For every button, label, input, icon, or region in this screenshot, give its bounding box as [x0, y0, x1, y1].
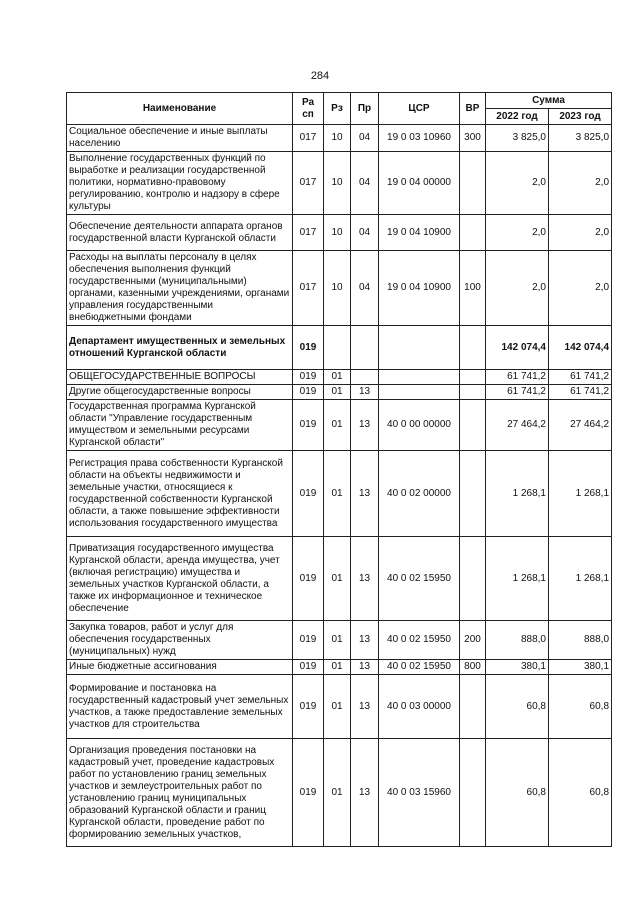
- row-sum-2023: 27 464,2: [549, 400, 612, 451]
- row-rz: 01: [324, 621, 351, 660]
- row-rasp: 019: [293, 451, 324, 537]
- row-name: Расходы на выплаты персоналу в целях обеспечения выполнения функций государственными (муниципальными) органами, казенными учреждениями, органами управления государственными внебюджетными фондами: [67, 251, 293, 326]
- row-sum-2022: 888,0: [486, 621, 549, 660]
- row-vr: 800: [460, 660, 486, 675]
- row-name: Закупка товаров, работ и услуг для обеспечения государственных (муниципальных) нужд: [67, 621, 293, 660]
- row-sum-2023: 142 074,4: [549, 326, 612, 370]
- row-vr: 200: [460, 621, 486, 660]
- row-csr: 19 0 04 10900: [379, 251, 460, 326]
- header-sum: Сумма: [486, 93, 612, 109]
- row-pr: 13: [351, 400, 379, 451]
- row-csr: 19 0 04 10900: [379, 215, 460, 251]
- row-sum-2023: 3 825,0: [549, 125, 612, 152]
- row-rz: 01: [324, 660, 351, 675]
- row-rz: 01: [324, 675, 351, 739]
- row-vr: [460, 451, 486, 537]
- row-sum-2022: 142 074,4: [486, 326, 549, 370]
- row-pr: 04: [351, 125, 379, 152]
- row-name: Формирование и постановка на государственный кадастровый учет земельных участков, а также предоставление земельных участков для строительства: [67, 675, 293, 739]
- row-pr: 04: [351, 251, 379, 326]
- row-sum-2023: 2,0: [549, 215, 612, 251]
- row-vr: [460, 326, 486, 370]
- header-csr: ЦСР: [379, 93, 460, 125]
- row-rz: 10: [324, 215, 351, 251]
- table-row: [67, 739, 612, 847]
- row-name: Социальное обеспечение и иные выплаты населению: [67, 125, 293, 152]
- row-name: Государственная программа Курганской области "Управление государственным имуществом и земельными ресурсами Курганской области": [67, 400, 293, 451]
- row-sum-2023: 2,0: [549, 152, 612, 215]
- row-sum-2023: 888,0: [549, 621, 612, 660]
- row-sum-2022: 2,0: [486, 215, 549, 251]
- row-rz: 01: [324, 370, 351, 385]
- budget-table: [66, 92, 612, 847]
- table-row: [67, 125, 612, 152]
- row-vr: [460, 739, 486, 847]
- table-row: [67, 215, 612, 251]
- row-pr: 13: [351, 675, 379, 739]
- row-rz: [324, 326, 351, 370]
- row-rz: 10: [324, 251, 351, 326]
- row-vr: [460, 370, 486, 385]
- row-csr: 40 0 00 00000: [379, 400, 460, 451]
- row-rz: 10: [324, 125, 351, 152]
- row-sum-2022: 2,0: [486, 152, 549, 215]
- row-sum-2022: 1 268,1: [486, 537, 549, 621]
- row-rasp: 019: [293, 400, 324, 451]
- row-pr: 04: [351, 152, 379, 215]
- table-row: [67, 621, 612, 660]
- row-vr: 300: [460, 125, 486, 152]
- row-csr: [379, 385, 460, 400]
- row-sum-2022: 61 741,2: [486, 370, 549, 385]
- row-sum-2023: 1 268,1: [549, 537, 612, 621]
- table-row: [67, 251, 612, 326]
- row-vr: [460, 152, 486, 215]
- page-number: 284: [310, 70, 330, 82]
- header-2023: 2023 год: [549, 109, 612, 125]
- row-name: Другие общегосударственные вопросы: [67, 385, 293, 400]
- row-pr: 13: [351, 537, 379, 621]
- row-sum-2022: 2,0: [486, 251, 549, 326]
- row-sum-2023: 2,0: [549, 251, 612, 326]
- row-sum-2022: 60,8: [486, 675, 549, 739]
- row-rasp: 019: [293, 537, 324, 621]
- row-rz: 10: [324, 152, 351, 215]
- header-name: Наименование: [67, 93, 293, 125]
- row-csr: 40 0 02 00000: [379, 451, 460, 537]
- row-pr: 04: [351, 215, 379, 251]
- row-vr: [460, 215, 486, 251]
- row-csr: 40 0 02 15950: [379, 537, 460, 621]
- header-rz: Рз: [324, 93, 351, 125]
- row-rasp: 017: [293, 125, 324, 152]
- row-pr: 13: [351, 739, 379, 847]
- row-sum-2023: 380,1: [549, 660, 612, 675]
- row-pr: [351, 326, 379, 370]
- row-rasp: 017: [293, 152, 324, 215]
- row-rasp: 019: [293, 739, 324, 847]
- row-pr: 13: [351, 660, 379, 675]
- table-row: [67, 152, 612, 215]
- row-name: Выполнение государственных функций по выработке и реализации государственной политики, нормативно-правовому регулированию, контролю и надзору в сфере культуры: [67, 152, 293, 215]
- row-sum-2023: 1 268,1: [549, 451, 612, 537]
- row-pr: 13: [351, 451, 379, 537]
- row-csr: [379, 326, 460, 370]
- table-header: [67, 93, 612, 125]
- row-csr: [379, 370, 460, 385]
- table-row: [67, 326, 612, 370]
- row-rz: 01: [324, 400, 351, 451]
- row-sum-2022: 60,8: [486, 739, 549, 847]
- header-vr: ВР: [460, 93, 486, 125]
- row-pr: 13: [351, 621, 379, 660]
- row-sum-2022: 380,1: [486, 660, 549, 675]
- row-rasp: 019: [293, 385, 324, 400]
- row-rz: 01: [324, 739, 351, 847]
- row-csr: 40 0 03 15960: [379, 739, 460, 847]
- row-name: Иные бюджетные ассигнования: [67, 660, 293, 675]
- row-sum-2022: 3 825,0: [486, 125, 549, 152]
- row-sum-2023: 61 741,2: [549, 385, 612, 400]
- row-pr: [351, 370, 379, 385]
- row-name: Департамент имущественных и земельных отношений Курганской области: [67, 326, 293, 370]
- row-rasp: 019: [293, 621, 324, 660]
- row-csr: 19 0 03 10960: [379, 125, 460, 152]
- header-pr: Пр: [351, 93, 379, 125]
- row-sum-2023: 61 741,2: [549, 370, 612, 385]
- row-vr: [460, 537, 486, 621]
- header-2022: 2022 год: [486, 109, 549, 125]
- row-csr: 40 0 02 15950: [379, 660, 460, 675]
- header-rasp: Ра сп: [293, 93, 324, 125]
- row-name: Организация проведения постановки на кадастровый учет, проведение кадастровых работ по установлению границ земельных участков и землеустроительных работ по установлению границ муниципальных образований Курганской области и границ Курганской области, проведение работ по формированию земельных участков,: [67, 739, 293, 847]
- table-row: [67, 675, 612, 739]
- row-rasp: 017: [293, 251, 324, 326]
- row-csr: 40 0 03 00000: [379, 675, 460, 739]
- row-rasp: 017: [293, 215, 324, 251]
- row-sum-2023: 60,8: [549, 675, 612, 739]
- table-row: [67, 537, 612, 621]
- table-row: [67, 385, 612, 400]
- row-csr: 40 0 02 15950: [379, 621, 460, 660]
- row-rz: 01: [324, 537, 351, 621]
- row-sum-2022: 27 464,2: [486, 400, 549, 451]
- row-rasp: 019: [293, 660, 324, 675]
- table-row: [67, 370, 612, 385]
- table-row: [67, 400, 612, 451]
- table-row: [67, 451, 612, 537]
- table-row: [67, 660, 612, 675]
- row-vr: [460, 385, 486, 400]
- row-pr: 13: [351, 385, 379, 400]
- row-sum-2023: 60,8: [549, 739, 612, 847]
- row-rasp: 019: [293, 370, 324, 385]
- row-name: Приватизация государственного имущества Курганской области, аренда имущества, учет (включая регистрацию) имущества и земельных участков Курганской области, а также их информационное и техническое обеспечение: [67, 537, 293, 621]
- row-vr: [460, 675, 486, 739]
- row-vr: [460, 400, 486, 451]
- row-name: ОБЩЕГОСУДАРСТВЕННЫЕ ВОПРОСЫ: [67, 370, 293, 385]
- row-name: Обеспечение деятельности аппарата органов государственной власти Курганской области: [67, 215, 293, 251]
- row-csr: 19 0 04 00000: [379, 152, 460, 215]
- row-sum-2022: 1 268,1: [486, 451, 549, 537]
- row-rz: 01: [324, 451, 351, 537]
- row-vr: 100: [460, 251, 486, 326]
- row-name: Регистрация права собственности Курганской области на объекты недвижимости и земельные участки, относящиеся к государственной собственности Курганской области, а также повышение эффективности использования государственного имущества: [67, 451, 293, 537]
- row-sum-2022: 61 741,2: [486, 385, 549, 400]
- row-rasp: 019: [293, 326, 324, 370]
- row-rasp: 019: [293, 675, 324, 739]
- row-rz: 01: [324, 385, 351, 400]
